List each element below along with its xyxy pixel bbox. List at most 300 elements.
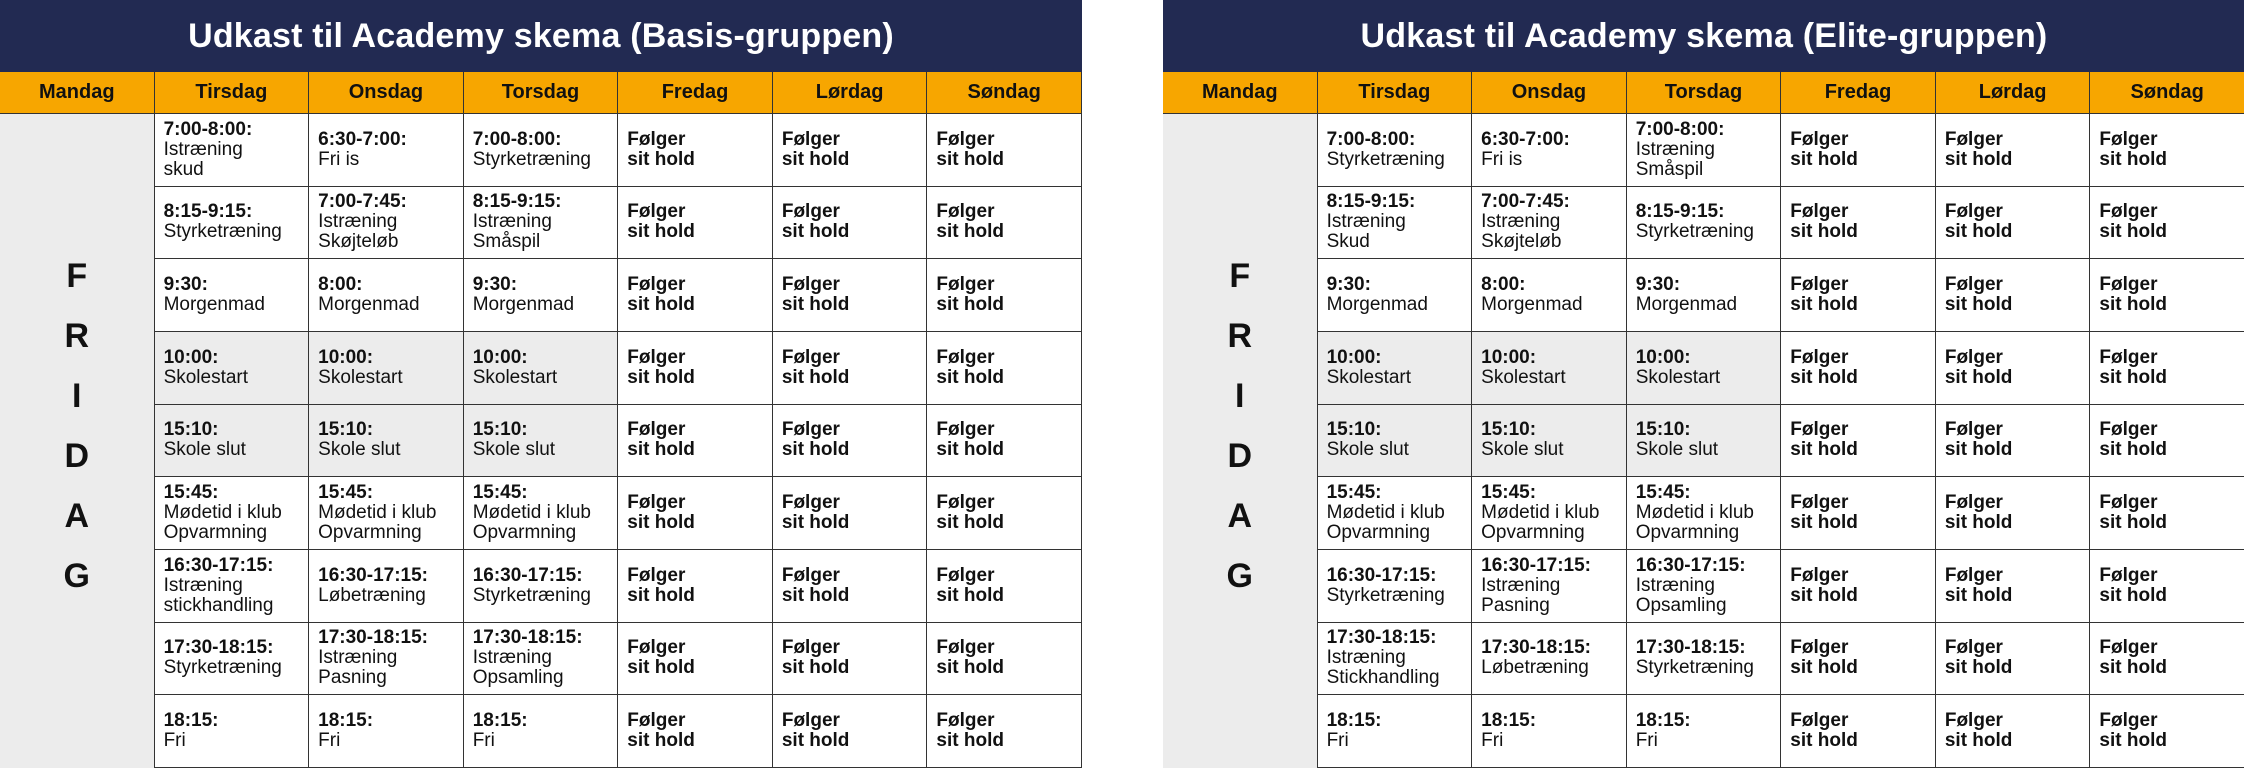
cell-time: 15:10: — [318, 419, 374, 441]
cell-activity: Fri is — [318, 148, 360, 170]
cell-time: 10:00: — [1481, 346, 1537, 368]
follow-team-cell — [2090, 695, 2244, 768]
schedule-cell — [1472, 405, 1627, 478]
cell-time: 16:30-17:15: — [163, 554, 274, 576]
follow-team-cell — [1936, 259, 2091, 332]
follow-team-cell — [1781, 187, 1936, 260]
cell-time: 8:15-9:15: — [1326, 191, 1416, 213]
follow-text: Følger sit hold — [936, 710, 1004, 752]
cell-activity: Fri — [318, 730, 341, 752]
follow-team-cell — [1781, 259, 1936, 332]
schedule-cell — [155, 259, 310, 332]
fridag-letter: I — [1235, 376, 1245, 415]
day-header: Fredag — [1781, 72, 1936, 114]
cell-time: 15:45: — [163, 482, 219, 504]
fridag-letter: I — [72, 376, 82, 415]
schedule-cell — [464, 187, 619, 260]
cell-time: 17:30-18:15: — [1326, 627, 1437, 649]
follow-team-cell — [927, 259, 1082, 332]
cell-activity: Styrketræning — [1326, 584, 1445, 606]
schedule-cell — [1472, 623, 1627, 696]
cell-time: 18:15: — [472, 710, 528, 732]
cell-time: 16:30-17:15: — [1326, 564, 1437, 586]
cell-activity: Skole slut — [1326, 439, 1409, 461]
schedule-cell — [1318, 332, 1473, 405]
follow-text: Følger sit hold — [627, 564, 695, 606]
fridag-column — [1163, 114, 1318, 768]
follow-team-cell — [618, 550, 773, 623]
schedule-cell — [1627, 259, 1782, 332]
schedule-cell — [1318, 695, 1473, 768]
day-header: Torsdag — [1627, 72, 1782, 114]
cell-time: 9:30: — [1635, 274, 1681, 296]
follow-text: Følger sit hold — [1790, 346, 1858, 388]
cell-time: 9:30: — [163, 274, 208, 296]
cell-activity: Skolestart — [163, 366, 249, 388]
follow-text: Følger sit hold — [627, 128, 695, 170]
schedule-cell — [1472, 332, 1627, 405]
cell-time: 10:00: — [1635, 346, 1691, 368]
follow-team-cell — [618, 405, 773, 478]
follow-text: Følger sit hold — [1790, 710, 1858, 752]
cell-activity: Istræning Pasning — [318, 647, 398, 689]
schedule-cell — [464, 405, 619, 478]
cell-activity: Fri — [472, 730, 495, 752]
follow-team-cell — [773, 259, 928, 332]
cell-activity: Skole slut — [1635, 439, 1719, 461]
cell-activity: Skolestart — [1635, 366, 1721, 388]
follow-text: Følger sit hold — [2099, 637, 2167, 679]
follow-text: Følger sit hold — [2099, 346, 2167, 388]
follow-team-cell — [618, 259, 773, 332]
schedule-cell — [309, 550, 464, 623]
cell-activity: Istræning Opsamling — [1635, 574, 1727, 616]
cell-activity: Skolestart — [472, 366, 558, 388]
follow-text: Følger sit hold — [781, 128, 850, 170]
follow-text: Følger sit hold — [627, 710, 695, 752]
follow-team-cell — [618, 332, 773, 405]
schedule-cell — [155, 332, 310, 405]
follow-text: Følger sit hold — [2099, 419, 2167, 461]
follow-team-cell — [773, 695, 928, 768]
follow-team-cell — [1936, 623, 2091, 696]
follow-text: Følger sit hold — [1944, 346, 2013, 388]
follow-team-cell — [1936, 114, 2091, 187]
cell-time: 8:15-9:15: — [1635, 201, 1725, 223]
schedule-cell — [155, 477, 310, 550]
schedule-cell — [1318, 550, 1473, 623]
cell-activity: Morgenmad — [163, 294, 265, 316]
schedule-cell — [1627, 695, 1782, 768]
follow-team-cell — [2090, 259, 2244, 332]
schedule-cell — [155, 114, 310, 187]
schedule-cell — [1627, 332, 1782, 405]
schedule-cell — [309, 114, 464, 187]
fridag-letter: D — [1227, 436, 1253, 475]
follow-team-cell — [2090, 187, 2244, 260]
follow-text: Følger sit hold — [936, 201, 1004, 243]
schedule-cell — [309, 259, 464, 332]
follow-team-cell — [1781, 623, 1936, 696]
follow-team-cell — [2090, 405, 2244, 478]
follow-text: Følger sit hold — [2099, 274, 2167, 316]
follow-text: Følger sit hold — [2099, 564, 2167, 606]
cell-time: 15:10: — [1635, 419, 1691, 441]
follow-text: Følger sit hold — [1944, 274, 2013, 316]
follow-text: Følger sit hold — [781, 274, 850, 316]
follow-team-cell — [1781, 332, 1936, 405]
follow-team-cell — [1936, 187, 2091, 260]
follow-text: Følger sit hold — [1790, 201, 1858, 243]
follow-text: Følger sit hold — [627, 419, 695, 461]
cell-time: 18:15: — [1635, 710, 1691, 732]
cell-activity: Fri is — [1481, 148, 1523, 170]
cell-time: 16:30-17:15: — [1481, 554, 1591, 576]
cell-time: 16:30-17:15: — [1635, 554, 1746, 576]
cell-time: 18:15: — [1326, 710, 1382, 732]
schedule-cell — [1318, 114, 1473, 187]
follow-team-cell — [773, 332, 928, 405]
follow-team-cell — [1781, 477, 1936, 550]
schedule-cell — [309, 405, 464, 478]
day-header: Tirsdag — [1318, 72, 1473, 114]
day-header: Lørdag — [1936, 72, 2091, 114]
cell-activity: Mødetid i klub Opvarmning — [1481, 502, 1600, 544]
day-header: Torsdag — [464, 72, 619, 114]
cell-time: 15:10: — [472, 419, 528, 441]
follow-team-cell — [1781, 405, 1936, 478]
follow-text: Følger sit hold — [781, 201, 850, 243]
cell-activity: Fri — [1635, 730, 1658, 752]
follow-text: Følger sit hold — [2099, 710, 2167, 752]
cell-time: 16:30-17:15: — [318, 564, 428, 586]
cell-time: 7:00-8:00: — [1326, 128, 1416, 150]
schedule-cell — [309, 187, 464, 260]
follow-text: Følger sit hold — [781, 710, 850, 752]
follow-team-cell — [2090, 623, 2244, 696]
cell-activity: Skole slut — [472, 439, 556, 461]
fridag-letter: D — [64, 436, 90, 475]
schedule-cell — [464, 550, 619, 623]
cell-time: 15:10: — [1326, 419, 1382, 441]
cell-activity: Skolestart — [1326, 366, 1412, 388]
schedule-cell — [1627, 405, 1782, 478]
cell-activity: Styrketræning — [472, 148, 591, 170]
schedule-cell — [1318, 405, 1473, 478]
fridag-letter: F — [1229, 256, 1251, 295]
follow-text: Følger sit hold — [936, 128, 1004, 170]
cell-time: 7:00-7:45: — [1481, 191, 1570, 213]
cell-activity: Fri — [1481, 730, 1504, 752]
follow-team-cell — [618, 477, 773, 550]
follow-text: Følger sit hold — [936, 274, 1004, 316]
schedule-cell — [309, 623, 464, 696]
cell-activity: Styrketræning — [472, 584, 591, 606]
cell-activity: Istræning Skøjteløb — [318, 211, 399, 253]
cell-activity: Istræning Stickhandling — [1326, 647, 1440, 689]
follow-team-cell — [773, 477, 928, 550]
schedule-cell — [1472, 550, 1627, 623]
cell-activity: Skolestart — [1481, 366, 1566, 388]
follow-team-cell — [927, 550, 1082, 623]
cell-activity: Løbetræning — [318, 584, 426, 606]
cell-activity: Istræning Pasning — [1481, 574, 1561, 616]
day-header: Tirsdag — [155, 72, 310, 114]
follow-text: Følger sit hold — [1790, 637, 1858, 679]
cell-time: 6:30-7:00: — [1481, 128, 1570, 150]
cell-time: 17:30-18:15: — [163, 637, 274, 659]
follow-text: Følger sit hold — [2099, 492, 2167, 534]
cell-time: 15:45: — [1326, 482, 1382, 504]
cell-activity: Løbetræning — [1481, 657, 1589, 679]
schedule-elite — [1163, 0, 2244, 768]
schedule-cell — [464, 259, 619, 332]
cell-activity: Fri — [1326, 730, 1349, 752]
fridag-letter: R — [64, 316, 90, 355]
follow-team-cell — [1936, 477, 2091, 550]
cell-activity: Skole slut — [163, 439, 246, 461]
cell-time: 15:10: — [163, 419, 219, 441]
follow-team-cell — [927, 332, 1082, 405]
follow-text: Følger sit hold — [936, 346, 1004, 388]
schedule-cell — [309, 477, 464, 550]
cell-time: 17:30-18:15: — [1635, 637, 1746, 659]
cell-activity: Fri — [163, 730, 186, 752]
cell-activity: Skole slut — [1481, 439, 1564, 461]
follow-text: Følger sit hold — [1944, 710, 2013, 752]
schedule-cell — [155, 550, 310, 623]
follow-team-cell — [773, 114, 928, 187]
schedule-cell — [1318, 187, 1473, 260]
cell-time: 10:00: — [472, 346, 528, 368]
day-header: Fredag — [618, 72, 773, 114]
schedule-cell — [1472, 259, 1627, 332]
cell-activity: Morgenmad — [1326, 294, 1428, 316]
cell-activity: Mødetid i klub Opvarmning — [1635, 502, 1754, 544]
cell-time: 9:30: — [1326, 274, 1371, 296]
follow-text: Følger sit hold — [936, 419, 1004, 461]
follow-text: Følger sit hold — [627, 492, 695, 534]
cell-time: 8:15-9:15: — [472, 191, 562, 213]
follow-team-cell — [2090, 550, 2244, 623]
cell-activity: Istræning Småspil — [472, 211, 552, 253]
cell-activity: Styrketræning — [1635, 657, 1754, 679]
follow-team-cell — [618, 623, 773, 696]
schedule-cell — [464, 332, 619, 405]
schedule-cell — [1472, 477, 1627, 550]
follow-text: Følger sit hold — [627, 201, 695, 243]
schedule-cell — [1627, 550, 1782, 623]
follow-team-cell — [927, 405, 1082, 478]
cell-time: 15:45: — [472, 482, 528, 504]
cell-time: 18:15: — [1481, 710, 1537, 732]
schedule-grid — [1163, 72, 2244, 768]
follow-text: Følger sit hold — [936, 492, 1004, 534]
follow-team-cell — [2090, 477, 2244, 550]
schedule-cell — [1472, 114, 1627, 187]
follow-text: Følger sit hold — [1790, 492, 1858, 534]
cell-activity: Istræning skud — [163, 138, 243, 180]
fridag-letter: A — [64, 496, 90, 535]
schedule-cell — [464, 623, 619, 696]
follow-team-cell — [618, 114, 773, 187]
schedule-cell — [1318, 477, 1473, 550]
day-header: Onsdag — [1472, 72, 1627, 114]
cell-time: 16:30-17:15: — [472, 564, 583, 586]
schedule-cell — [309, 332, 464, 405]
cell-activity: Mødetid i klub Opvarmning — [1326, 502, 1445, 544]
follow-text: Følger sit hold — [781, 564, 850, 606]
cell-time: 7:00-8:00: — [163, 118, 253, 140]
cell-time: 7:00-7:45: — [318, 191, 407, 213]
follow-text: Følger sit hold — [1790, 274, 1858, 316]
follow-text: Følger sit hold — [1790, 128, 1858, 170]
cell-time: 10:00: — [1326, 346, 1382, 368]
follow-team-cell — [2090, 114, 2244, 187]
cell-activity: Styrketræning — [163, 657, 282, 679]
cell-time: 7:00-8:00: — [1635, 118, 1725, 140]
schedule-cell — [1318, 623, 1473, 696]
cell-activity: Morgenmad — [1481, 294, 1583, 316]
schedule-cell — [155, 405, 310, 478]
cell-time: 15:45: — [318, 482, 374, 504]
follow-team-cell — [1781, 695, 1936, 768]
schedule-grid — [0, 72, 1082, 768]
fridag-letter: A — [1227, 496, 1253, 535]
cell-activity: Istræning Opsamling — [472, 647, 564, 689]
schedule-cell — [155, 623, 310, 696]
cell-activity: Istræning Skøjteløb — [1481, 211, 1562, 253]
follow-team-cell — [773, 187, 928, 260]
cell-time: 15:10: — [1481, 419, 1537, 441]
schedule-basis — [0, 0, 1082, 768]
cell-time: 18:15: — [163, 710, 219, 732]
follow-team-cell — [927, 477, 1082, 550]
follow-text: Følger sit hold — [1944, 637, 2013, 679]
cell-activity: Mødetid i klub Opvarmning — [318, 502, 437, 544]
follow-text: Følger sit hold — [1944, 201, 2013, 243]
schedule-cell — [155, 695, 310, 768]
cell-time: 7:00-8:00: — [472, 128, 562, 150]
day-header: Mandag — [1163, 72, 1318, 114]
day-header: Lørdag — [773, 72, 928, 114]
follow-team-cell — [618, 187, 773, 260]
follow-team-cell — [927, 114, 1082, 187]
follow-text: Følger sit hold — [781, 637, 850, 679]
cell-time: 17:30-18:15: — [318, 627, 428, 649]
follow-text: Følger sit hold — [1790, 419, 1858, 461]
follow-team-cell — [1936, 550, 2091, 623]
schedule-title: Udkast til Academy skema (Basis-gruppen) — [0, 0, 1082, 72]
fridag-letter: F — [66, 256, 88, 295]
schedule-cell — [1318, 259, 1473, 332]
follow-text: Følger sit hold — [781, 419, 850, 461]
schedule-cell — [1627, 114, 1782, 187]
cell-activity: Istræning stickhandling — [163, 574, 274, 616]
follow-text: Følger sit hold — [936, 637, 1004, 679]
cell-activity: Istræning Småspil — [1635, 138, 1715, 180]
follow-team-cell — [773, 550, 928, 623]
cell-activity: Styrketræning — [1326, 148, 1445, 170]
schedule-cell — [1627, 477, 1782, 550]
follow-team-cell — [927, 187, 1082, 260]
follow-team-cell — [1936, 695, 2091, 768]
follow-text: Følger sit hold — [627, 346, 695, 388]
follow-team-cell — [1781, 550, 1936, 623]
follow-team-cell — [1781, 114, 1936, 187]
fridag-letter: G — [63, 556, 90, 595]
cell-time: 15:45: — [1481, 482, 1537, 504]
cell-time: 18:15: — [318, 710, 374, 732]
follow-text: Følger sit hold — [936, 564, 1004, 606]
follow-text: Følger sit hold — [781, 346, 850, 388]
cell-time: 8:00: — [318, 274, 363, 296]
fridag-column — [0, 114, 155, 768]
cell-activity: Morgenmad — [472, 294, 575, 316]
follow-team-cell — [1936, 332, 2091, 405]
schedule-cell — [464, 114, 619, 187]
cell-activity: Morgenmad — [318, 294, 420, 316]
schedule-cell — [1627, 187, 1782, 260]
follow-text: Følger sit hold — [1944, 492, 2013, 534]
day-header: Mandag — [0, 72, 155, 114]
cell-activity: Mødetid i klub Opvarmning — [472, 502, 591, 544]
follow-team-cell — [927, 695, 1082, 768]
schedule-cell — [1472, 187, 1627, 260]
follow-team-cell — [927, 623, 1082, 696]
schedule-cell — [464, 477, 619, 550]
cell-time: 10:00: — [318, 346, 374, 368]
cell-activity: Styrketræning — [163, 221, 282, 243]
cell-time: 17:30-18:15: — [1481, 637, 1591, 659]
follow-team-cell — [1936, 405, 2091, 478]
cell-time: 8:15-9:15: — [163, 201, 253, 223]
follow-text: Følger sit hold — [1944, 128, 2013, 170]
cell-activity: Styrketræning — [1635, 221, 1754, 243]
fridag-letter: G — [1226, 556, 1253, 595]
cell-time: 15:45: — [1635, 482, 1691, 504]
schedule-cell — [155, 187, 310, 260]
follow-team-cell — [2090, 332, 2244, 405]
cell-activity: Istræning Skud — [1326, 211, 1406, 253]
day-header: Onsdag — [309, 72, 464, 114]
follow-text: Følger sit hold — [781, 492, 850, 534]
follow-text: Følger sit hold — [627, 637, 695, 679]
follow-text: Følger sit hold — [627, 274, 695, 316]
follow-text: Følger sit hold — [2099, 128, 2167, 170]
schedule-title: Udkast til Academy skema (Elite-gruppen) — [1163, 0, 2244, 72]
fridag-letter: R — [1227, 316, 1253, 355]
follow-team-cell — [773, 623, 928, 696]
cell-activity: Morgenmad — [1635, 294, 1738, 316]
schedule-cell — [1627, 623, 1782, 696]
cell-activity: Mødetid i klub Opvarmning — [163, 502, 282, 544]
follow-text: Følger sit hold — [1944, 564, 2013, 606]
schedule-cell — [1472, 695, 1627, 768]
cell-time: 9:30: — [472, 274, 518, 296]
cell-activity: Skole slut — [318, 439, 401, 461]
cell-time: 10:00: — [163, 346, 219, 368]
cell-time: 6:30-7:00: — [318, 128, 407, 150]
follow-text: Følger sit hold — [1944, 419, 2013, 461]
schedule-cell — [464, 695, 619, 768]
follow-text: Følger sit hold — [2099, 201, 2167, 243]
cell-time: 17:30-18:15: — [472, 627, 583, 649]
day-header: Søndag — [2090, 72, 2244, 114]
cell-time: 8:00: — [1481, 274, 1526, 296]
follow-team-cell — [618, 695, 773, 768]
schedule-cell — [309, 695, 464, 768]
